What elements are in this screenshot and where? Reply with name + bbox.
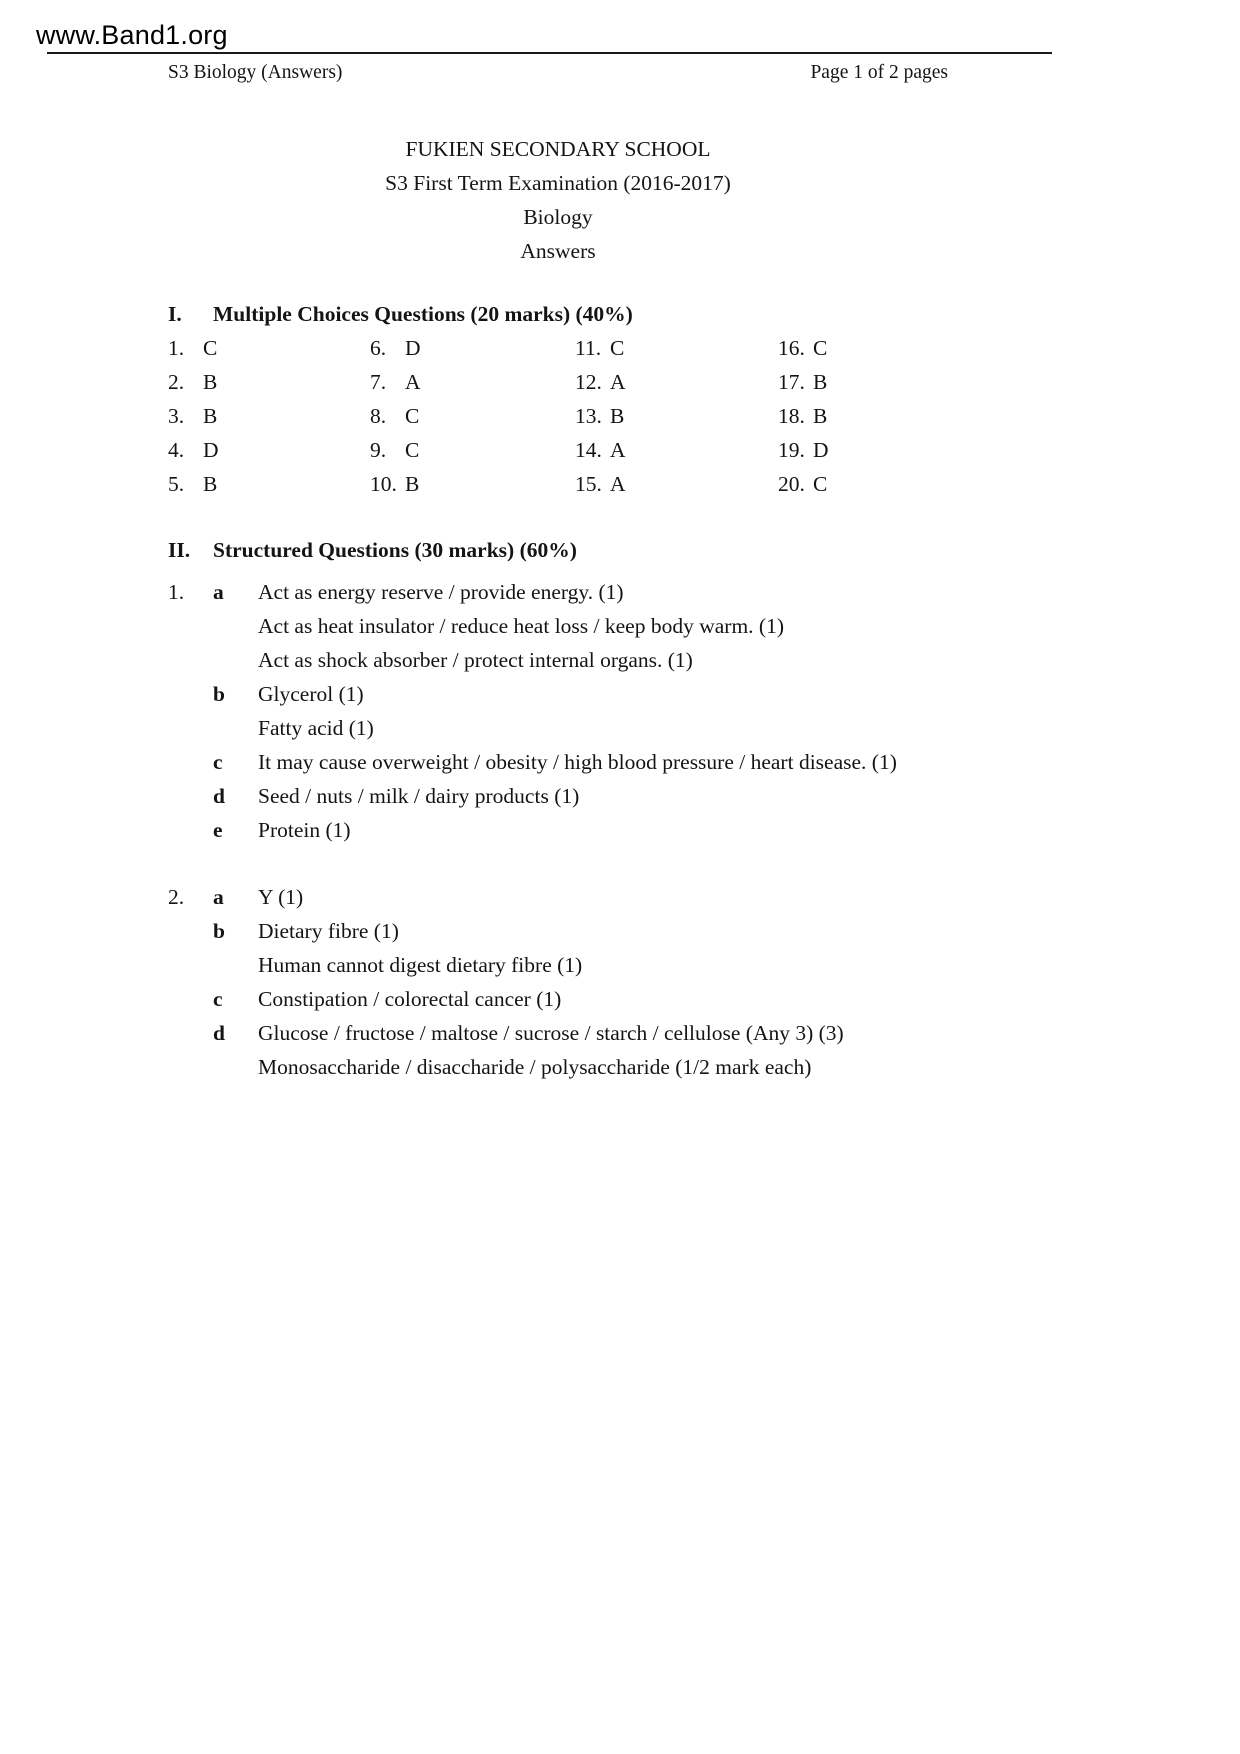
structured-question-2: [168, 880, 1008, 1084]
answer-text: Protein (1): [258, 818, 351, 842]
mc-answer-letter: C: [203, 336, 218, 360]
question-number: [168, 677, 213, 711]
answer-line: [168, 677, 1008, 711]
section-mc-title: Multiple Choices Questions (20 marks) (40%): [213, 302, 633, 326]
section-sq-heading: [168, 533, 1008, 567]
answer-text: Glycerol (1): [258, 682, 364, 706]
mc-answer-number: 6.: [370, 336, 387, 360]
mc-answer: [370, 365, 575, 399]
answer-line: [168, 948, 1008, 982]
section-sq-title: Structured Questions (30 marks) (60%): [213, 538, 577, 562]
mc-answer-letter: B: [813, 404, 828, 428]
question-number: [168, 1016, 213, 1050]
heading-gap: [168, 567, 1008, 575]
mc-answer-number: 11.: [575, 336, 602, 360]
answer-text: It may cause overweight / obesity / high blood pressure / heart disease. (1): [258, 750, 897, 774]
answer-text: Fatty acid (1): [258, 716, 374, 740]
answer-text: Dietary fibre (1): [258, 919, 399, 943]
doc-header: [168, 62, 948, 84]
answer-text: Monosaccharide / disaccharide / polysaccharide (1/2 mark each): [258, 1055, 812, 1079]
answer-text: Act as shock absorber / protect internal organs. (1): [258, 648, 693, 672]
mc-answer-letter: B: [405, 472, 420, 496]
answer-line: [168, 643, 1008, 677]
answer-line: [168, 1016, 1008, 1050]
doc-header-right: Page 1 of 2 pages: [810, 62, 948, 83]
question-number: 2.: [168, 885, 185, 909]
part-letter: d: [213, 784, 225, 808]
mc-answer-number: 17.: [778, 370, 805, 394]
mc-answer-letter: A: [610, 438, 626, 462]
mc-answer-number: 2.: [168, 370, 185, 394]
mc-answer: [778, 331, 1008, 365]
part-letter: [213, 711, 258, 745]
answer-text: Human cannot digest dietary fibre (1): [258, 953, 583, 977]
watermark-text: www.Band1.org: [36, 20, 228, 50]
mc-answer-number: 14.: [575, 438, 602, 462]
mc-answer-letter: C: [813, 472, 828, 496]
title-line-exam: S3 First Term Examination (2016-2017): [385, 171, 731, 195]
mc-answer-number: 8.: [370, 404, 387, 428]
mc-answer-number: 13.: [575, 404, 602, 428]
mc-answer-number: 15.: [575, 472, 602, 496]
content-area: [168, 297, 1008, 1084]
mc-answer: [575, 331, 778, 365]
answer-text: Act as heat insulator / reduce heat loss / keep body warm. (1): [258, 614, 784, 638]
answer-line: [168, 1050, 1008, 1084]
answer-line: [168, 609, 1008, 643]
question-number: [168, 948, 213, 982]
mc-answer: [778, 467, 1008, 501]
mc-answer-number: 4.: [168, 438, 185, 462]
mc-answer: [778, 399, 1008, 433]
mc-answer: [575, 365, 778, 399]
mc-answer: [575, 399, 778, 433]
question-number: [168, 982, 213, 1016]
mc-answer-letter: D: [203, 438, 219, 462]
answer-line: [168, 745, 1008, 779]
mc-answer: [575, 433, 778, 467]
answer-line: [168, 779, 1008, 813]
question-number: [168, 745, 213, 779]
mc-answer: [168, 467, 370, 501]
mc-answer-letter: C: [610, 336, 625, 360]
mc-answer: [370, 399, 575, 433]
title-line-subject: Biology: [523, 205, 593, 229]
mc-answer: [575, 467, 778, 501]
mc-answer-letter: C: [405, 438, 420, 462]
mc-answer-letter: B: [813, 370, 828, 394]
mc-answer-letter: D: [813, 438, 829, 462]
mc-answer-letter: C: [405, 404, 420, 428]
part-letter: [213, 948, 258, 982]
answer-line: [168, 813, 1008, 847]
title-block: [168, 132, 948, 268]
mc-answer: [168, 433, 370, 467]
mc-answer: [370, 433, 575, 467]
mc-answer-letter: B: [203, 404, 218, 428]
mc-answer-letter: A: [610, 370, 626, 394]
mc-answer-letter: D: [405, 336, 421, 360]
mc-answer-number: 16.: [778, 336, 805, 360]
question-number: [168, 813, 213, 847]
part-letter: d: [213, 1021, 225, 1045]
header-rule: [47, 52, 1052, 54]
mc-answer-letter: B: [203, 472, 218, 496]
part-letter: a: [213, 580, 224, 604]
title-line-school: FUKIEN SECONDARY SCHOOL: [405, 137, 711, 161]
mc-answer: [778, 365, 1008, 399]
mc-answer-number: 1.: [168, 336, 185, 360]
mc-answer-number: 19.: [778, 438, 805, 462]
answer-text: Y (1): [258, 885, 304, 909]
part-letter: [213, 1050, 258, 1084]
doc-header-left: S3 Biology (Answers): [168, 62, 343, 83]
mc-answer-letter: B: [610, 404, 625, 428]
answer-line: [168, 880, 1008, 914]
question-number: [168, 779, 213, 813]
mc-answer: [168, 399, 370, 433]
mc-answer-number: 12.: [575, 370, 602, 394]
part-letter: [213, 609, 258, 643]
section-gap: [168, 501, 1008, 533]
answer-text: Seed / nuts / milk / dairy products (1): [258, 784, 580, 808]
section-sq-numeral: II.: [168, 538, 191, 562]
mc-answer-letter: A: [610, 472, 626, 496]
part-letter: b: [213, 682, 225, 706]
mc-answer-letter: B: [203, 370, 218, 394]
mc-answer-number: 5.: [168, 472, 185, 496]
structured-question-1: [168, 575, 1008, 847]
answer-text: Glucose / fructose / maltose / sucrose / starch / cellulose (Any 3) (3): [258, 1021, 844, 1045]
mc-answer-number: 9.: [370, 438, 387, 462]
question-number: [168, 643, 213, 677]
part-letter: c: [213, 750, 223, 774]
answer-line: [168, 982, 1008, 1016]
mc-answer: [370, 331, 575, 365]
mc-answers-grid: [168, 331, 1008, 501]
part-letter: e: [213, 818, 223, 842]
answer-line: [168, 575, 1008, 609]
part-letter: b: [213, 919, 225, 943]
question-number: [168, 609, 213, 643]
answer-line: [168, 914, 1008, 948]
section-mc-numeral: I.: [168, 302, 182, 326]
title-line-answers: Answers: [520, 239, 596, 263]
mc-answer-number: 3.: [168, 404, 185, 428]
mc-answer-number: 18.: [778, 404, 805, 428]
question-number: [168, 711, 213, 745]
question-number: [168, 914, 213, 948]
question-number: 1.: [168, 580, 185, 604]
mc-answer: [370, 467, 575, 501]
part-letter: [213, 643, 258, 677]
answer-text: Act as energy reserve / provide energy. (1): [258, 580, 624, 604]
mc-answer-number: 7.: [370, 370, 387, 394]
part-letter: c: [213, 987, 223, 1011]
mc-answer-number: 20.: [778, 472, 805, 496]
answer-text: Constipation / colorectal cancer (1): [258, 987, 562, 1011]
mc-answer-number: 10.: [370, 472, 397, 496]
section-mc-heading: [168, 297, 1008, 331]
question-number: [168, 1050, 213, 1084]
part-letter: a: [213, 885, 224, 909]
mc-answer: [168, 365, 370, 399]
mc-answer-letter: C: [813, 336, 828, 360]
mc-answer: [778, 433, 1008, 467]
mc-answer: [168, 331, 370, 365]
mc-answer-letter: A: [405, 370, 421, 394]
question-gap: [168, 847, 1008, 880]
answer-line: [168, 711, 1008, 745]
